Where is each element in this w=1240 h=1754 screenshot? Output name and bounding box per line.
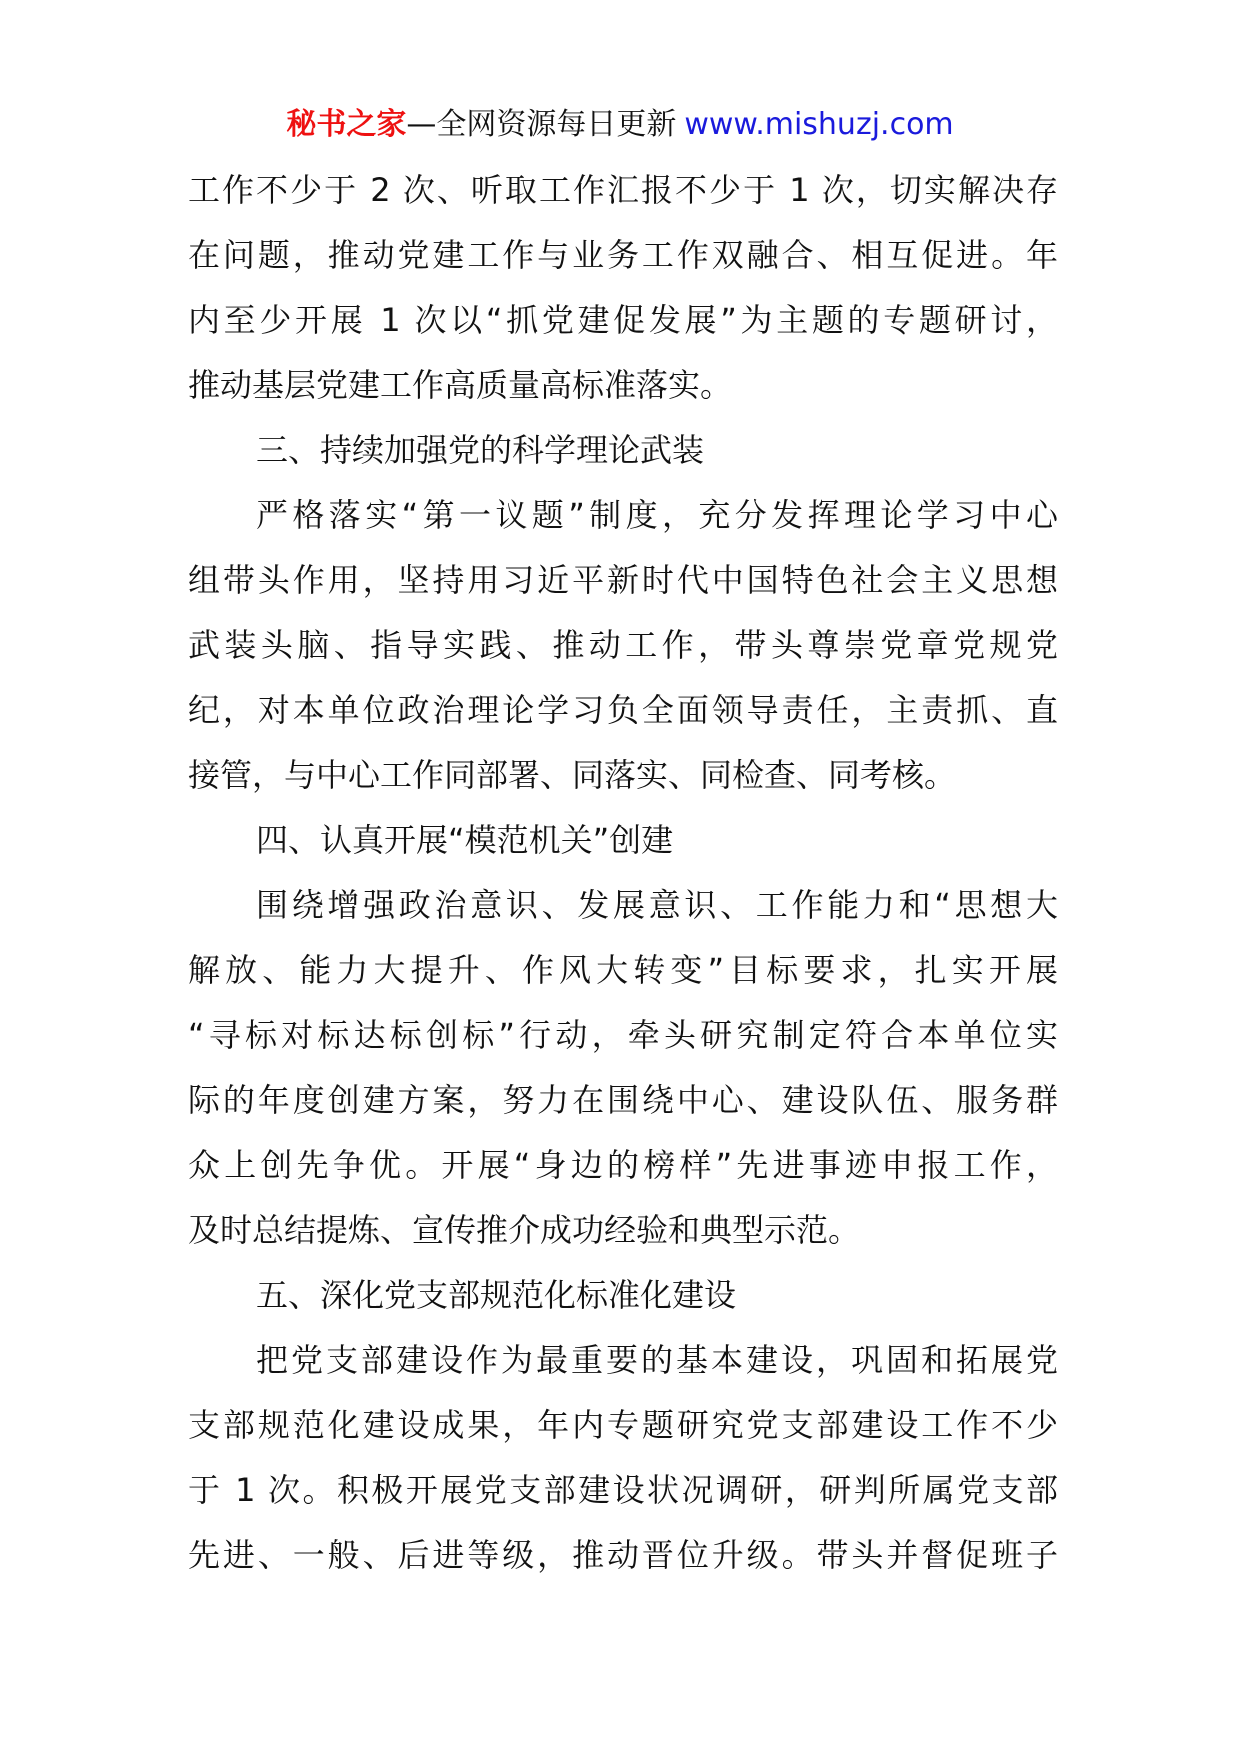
paragraph-line: 际的年度创建方案，努力在围绕中心、建设队伍、服务群 [188,1081,1058,1119]
paragraph-line: 围绕增强政治意识、发展意识、工作能力和“思想大 [256,886,1058,924]
paragraph-line: 推动基层党建工作高质量高标准落实。 [188,366,733,404]
paragraph-line: 组带头作用，坚持用习近平新时代中国特色社会主义思想 [188,561,1058,599]
paragraph-line: 把党支部建设作为最重要的基本建设，巩固和拓展党 [256,1341,1058,1379]
page-header [0,100,1240,150]
paragraph-line: 众上创先争优。开展“身边的榜样”先进事迹申报工作， [188,1146,1058,1184]
paragraph-line: 内至少开展 1 次以“抓党建促发展”为主题的专题研讨， [188,301,1058,339]
paragraph-line: 纪，对本单位政治理论学习负全面领导责任，主责抓、直 [188,691,1058,729]
section-heading: 四、认真开展“模范机关”创建 [256,821,674,859]
brand-name: 秘书之家 [286,107,407,142]
paragraph-line: “寻标对标达标创标”行动，牵头研究制定符合本单位实 [188,1016,1058,1054]
paragraph-line: 及时总结提炼、宣传推介成功经验和典型示范。 [188,1211,861,1249]
site-url-link[interactable]: www.mishuzj.com [684,107,954,142]
section-heading: 三、持续加强党的科学理论武装 [256,431,705,469]
paragraph-line: 武装头脑、指导实践、推动工作，带头尊崇党章党规党 [188,626,1058,664]
section-heading: 五、深化党支部规范化标准化建设 [256,1276,737,1314]
paragraph-line: 在问题，推动党建工作与业务工作双融合、相互促进。年 [188,236,1058,274]
paragraph-line: 解放、能力大提升、作风大转变”目标要求，扎实开展 [188,951,1058,989]
paragraph-line: 接管，与中心工作同部署、同落实、同检查、同考核。 [188,756,957,794]
paragraph-line: 先进、一般、后进等级，推动晋位升级。带头并督促班子 [188,1536,1058,1574]
paragraph-line: 严格落实“第一议题”制度，充分发挥理论学习中心 [256,496,1058,534]
paragraph-line: 工作不少于 2 次、听取工作汇报不少于 1 次，切实解决存 [188,171,1058,209]
document-body [188,158,1058,1588]
header-tagline: —全网资源每日更新 [406,107,677,142]
paragraph-line: 于 1 次。积极开展党支部建设状况调研，研判所属党支部 [188,1471,1058,1509]
paragraph-line: 支部规范化建设成果，年内专题研究党支部建设工作不少 [188,1406,1058,1444]
